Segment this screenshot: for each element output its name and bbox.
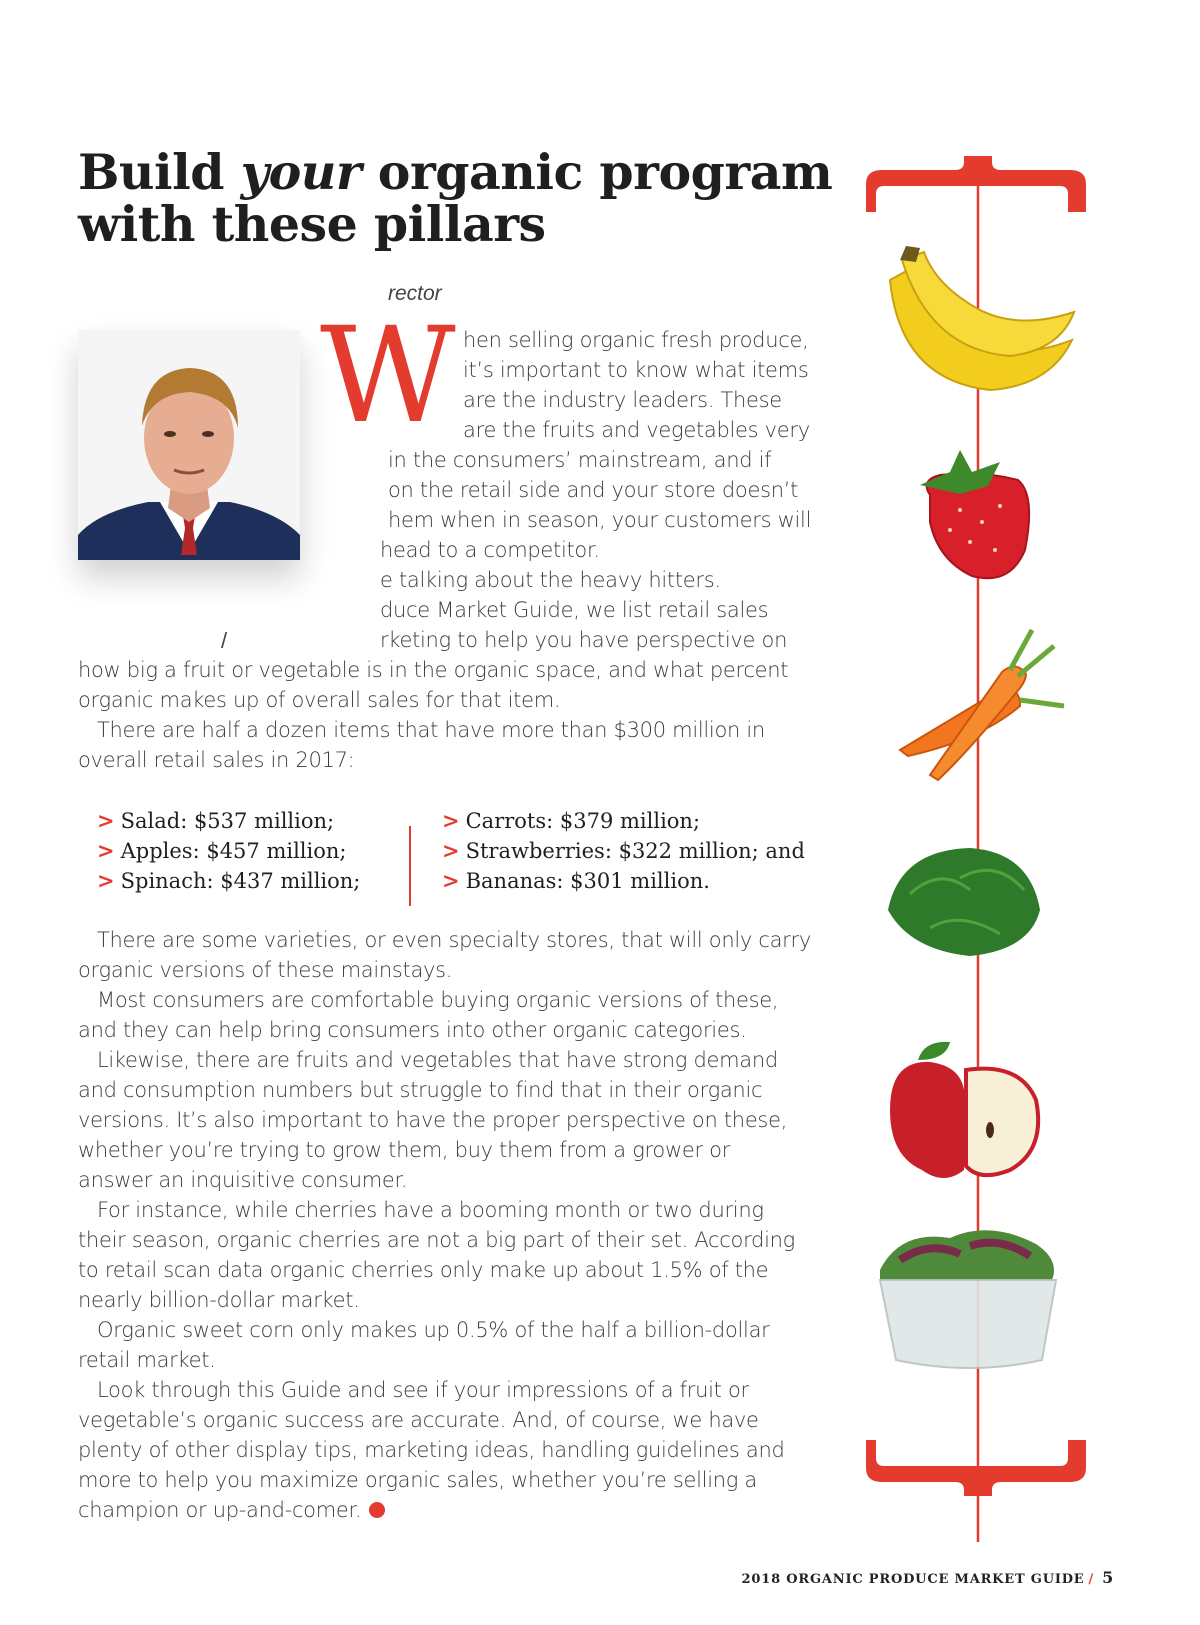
list-item: > Strawberries: $322 million; and xyxy=(442,838,805,863)
body-line: versions. It’s also important to have the proper perspective on these, xyxy=(78,1108,788,1132)
body-line: how big a fruit or vegetable is in the organic space, and what percent xyxy=(78,658,789,682)
byline: rector xyxy=(388,282,442,305)
list-item: > Spinach: $437 million; xyxy=(97,868,361,893)
produce-rail xyxy=(860,150,1130,1550)
list-item: > Bananas: $301 million. xyxy=(442,868,710,893)
body-line: their season, organic cherries are not a big part of their set. According xyxy=(78,1228,795,1252)
body-line: and consumption numbers but struggle to find that in their organic xyxy=(78,1078,763,1102)
headshot-man-suit-icon xyxy=(78,330,300,560)
body-line: on the retail side and your store doesn’t xyxy=(388,478,799,502)
body-line: are the fruits and vegetables very xyxy=(463,418,810,442)
body-line: nearly billion-dollar market. xyxy=(78,1288,360,1312)
body-line: head to a competitor. xyxy=(380,538,600,562)
spinach-icon xyxy=(888,848,1040,956)
body-line: answer an inquisitive consumer. xyxy=(78,1168,408,1192)
drop-cap: W xyxy=(320,299,456,453)
body-line: retail market. xyxy=(78,1348,216,1372)
banana-icon xyxy=(890,246,1074,390)
salad-icon xyxy=(880,1230,1056,1368)
body-line: it’s important to know what items xyxy=(463,358,809,382)
body-line: in the consumers’ mainstream, and if xyxy=(388,448,772,472)
body-line: Look through this Guide and see if your impressions of a fruit or xyxy=(97,1378,749,1402)
apple-icon xyxy=(890,1042,1038,1178)
body-line: champion or up-and-comer. xyxy=(78,1495,385,1525)
body-line: Most consumers are comfortable buying organic versions of these, xyxy=(97,988,779,1012)
body-line: whether you’re trying to grow them, buy them from a grower or xyxy=(78,1138,731,1162)
body-line: Organic sweet corn only makes up 0.5% of the half a billion-dollar xyxy=(97,1318,770,1342)
body-line: duce Market Guide, we list retail sales xyxy=(380,598,769,622)
body-line: hen selling organic fresh produce, xyxy=(463,328,809,352)
body-line: For instance, while cherries have a booming month or two during xyxy=(97,1198,764,1222)
list-item: > Salad: $537 million; xyxy=(97,808,335,833)
publication-name: 2018 ORGANIC PRODUCE MARKET GUIDE xyxy=(741,1572,1085,1587)
list-divider xyxy=(409,826,411,906)
list-item: > Carrots: $379 million; xyxy=(442,808,701,833)
body-line: vegetable’s organic success are accurate. And, of course, we have xyxy=(78,1408,759,1432)
list-item: > Apples: $457 million; xyxy=(97,838,347,863)
body-line: more to help you maximize organic sales, whether you’re selling a xyxy=(78,1468,757,1492)
body-line: There are some varieties, or even specialty stores, that will only carry xyxy=(97,928,811,952)
page-number: 5 xyxy=(1102,1568,1114,1587)
sales-list-left xyxy=(97,806,360,896)
body-line: and they can help bring consumers into other organic categories. xyxy=(78,1018,747,1042)
bottom-brace-icon xyxy=(866,1440,1086,1496)
body-line: organic versions of these mainstays. xyxy=(78,958,453,982)
end-mark xyxy=(369,1502,385,1518)
sales-list-right xyxy=(442,806,805,896)
body-line: Likewise, there are fruits and vegetables that have strong demand xyxy=(97,1048,778,1072)
footer-separator: / xyxy=(1088,1572,1095,1587)
photo-caption: / xyxy=(221,628,228,653)
carrot-icon xyxy=(900,630,1064,780)
body-line: There are half a dozen items that have more than $300 million in xyxy=(97,718,765,742)
body-line: e talking about the heavy hitters. xyxy=(380,568,721,592)
author-photo xyxy=(78,330,300,560)
strawberry-icon xyxy=(920,450,1029,578)
body-line: organic makes up of overall sales for that item. xyxy=(78,688,561,712)
body-line: to retail scan data organic cherries only make up about 1.5% of the xyxy=(78,1258,769,1282)
body-line: plenty of other display tips, marketing ideas, handling guidelines and xyxy=(78,1438,785,1462)
body-line: rketing to help you have perspective on xyxy=(380,628,788,652)
top-brace-icon xyxy=(866,156,1086,212)
body-line: overall retail sales in 2017: xyxy=(78,748,355,772)
body-line: hem when in season, your customers will xyxy=(388,508,812,532)
body-line: are the industry leaders. These xyxy=(463,388,782,412)
page-footer xyxy=(742,1568,1114,1587)
article-title: Build your organic program with these pillars xyxy=(78,143,833,253)
